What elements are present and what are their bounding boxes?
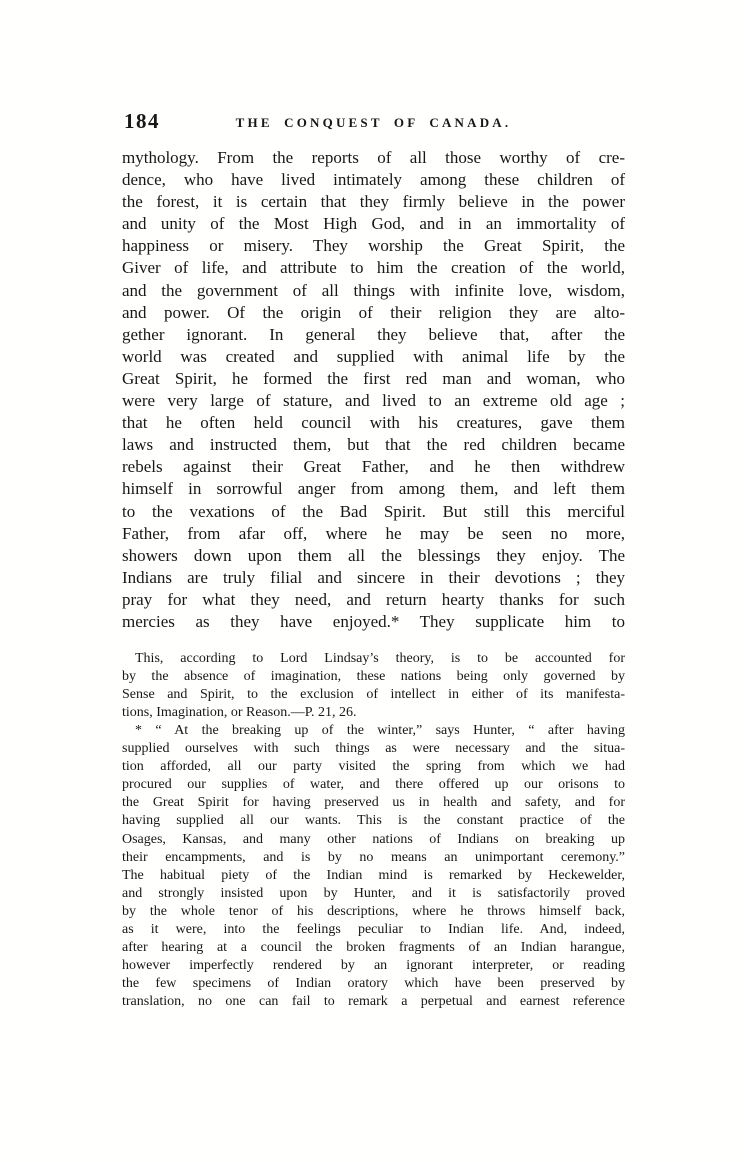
footnote-line: Sense and Spirit, to the exclusion of intellect in either of its manifesta- xyxy=(122,687,625,703)
footnote-line: Osages, Kansas, and many other nations of Indians on breaking up xyxy=(122,831,625,847)
footnote-line: having supplied all our wants. This is the constant practice of the xyxy=(122,813,625,829)
body-line: that he often held council with his creatures, gave them xyxy=(122,413,625,433)
footnote-line: supplied ourselves with such things as were necessary and the situa- xyxy=(122,741,625,757)
footnote-line: tion afforded, all our party visited the spring from which we had xyxy=(122,759,625,775)
body-line: showers down upon them all the blessings they enjoy. The xyxy=(122,545,625,565)
footnote-line: their encampments, and is by no means an unimportant ceremony.” xyxy=(122,849,625,865)
body-line: and unity of the Most High God, and in an immortality of xyxy=(122,214,625,234)
body-line: Father, from afar off, where he may be seen no more, xyxy=(122,523,625,543)
footnote-line: and strongly insisted upon by Hunter, and it is satisfactorily proved xyxy=(122,885,625,901)
footnote xyxy=(122,650,625,1011)
footnote-line: by the absence of imagination, these nations being only governed by xyxy=(122,669,625,685)
footnote-line: tions, Imagination, or Reason.—P. 21, 26. xyxy=(122,705,357,721)
body-line: to the vexations of the Bad Spirit. But still this merciful xyxy=(122,501,625,521)
text-block xyxy=(122,109,625,1011)
footnote-line: however imperfectly rendered by an ignorant interpreter, or reading xyxy=(122,957,625,973)
footnote-line: translation, no one can fail to remark a perpetual and earnest reference xyxy=(122,993,625,1009)
body-line: Giver of life, and attribute to him the creation of the world, xyxy=(122,258,625,278)
footnote-line: as it were, into the feelings peculiar to Indian life. And, indeed, xyxy=(122,921,625,937)
body-line: Indians are truly filial and sincere in their devotions ; they xyxy=(122,567,625,587)
body-line: pray for what they need, and return hearty thanks for such xyxy=(122,589,625,609)
body-line: happiness or misery. They worship the Great Spirit, the xyxy=(122,236,625,256)
footnote-line: after hearing at a council the broken fragments of an Indian harangue, xyxy=(122,939,625,955)
footnote-line: procured our supplies of water, and there offered up our orisons to xyxy=(122,777,625,793)
body-line: dence, who have lived intimately among these children of xyxy=(122,170,625,190)
footnote-line: The habitual piety of the Indian mind is remarked by Heckewelder, xyxy=(122,867,625,883)
footnote-line: the Great Spirit for having preserved us in health and safety, and for xyxy=(122,795,625,811)
footnote-line: the few specimens of Indian oratory which have been preserved by xyxy=(122,975,625,991)
body-line: world was created and supplied with animal life by the xyxy=(122,346,625,366)
footnote-line: This, according to Lord Lindsay’s theory, is to be accounted for xyxy=(135,651,625,667)
body-line: himself in sorrowful anger from among them, and left them xyxy=(122,479,625,499)
footnote-line: by the whole tenor of his descriptions, where he throws himself back, xyxy=(122,903,625,919)
body-line: the forest, it is certain that they firmly believe in the power xyxy=(122,192,625,212)
running-title: THE CONQUEST OF CANADA. xyxy=(235,115,512,130)
page-number: 184 xyxy=(124,109,160,133)
body-text xyxy=(122,147,625,633)
page-header xyxy=(122,109,625,136)
body-line: Great Spirit, he formed the first red man and woman, who xyxy=(122,368,625,388)
footnote-line: * “ At the breaking up of the winter,” says Hunter, “ after having xyxy=(135,723,625,739)
body-line: and the government of all things with infinite love, wisdom, xyxy=(122,280,625,300)
body-line: and power. Of the origin of their religion they are alto- xyxy=(122,302,625,322)
body-line: mercies as they have enjoyed.* They supplicate him to xyxy=(122,611,625,631)
body-line: were very large of stature, and lived to an extreme old age ; xyxy=(122,391,625,411)
body-line: laws and instructed them, but that the red children became xyxy=(122,435,625,455)
body-line: rebels against their Great Father, and he then withdrew xyxy=(122,457,625,477)
body-line: gether ignorant. In general they believe that, after the xyxy=(122,324,625,344)
body-line: mythology. From the reports of all those worthy of cre- xyxy=(122,148,625,167)
